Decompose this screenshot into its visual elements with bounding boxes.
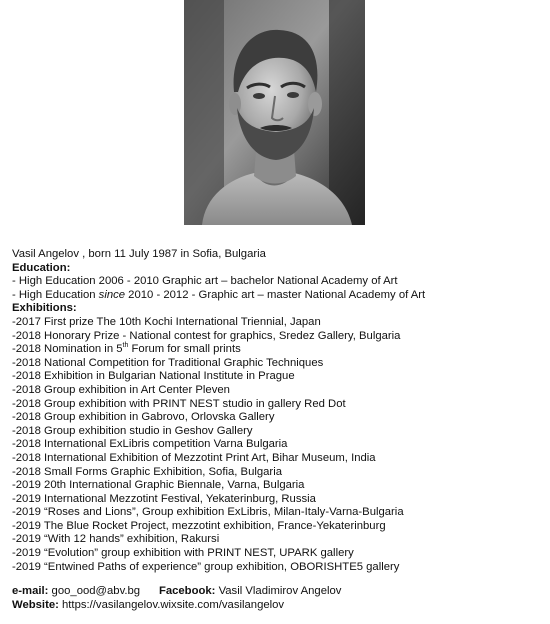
exhibition-item: -2019 The Blue Rocket Project, mezzotint exhibition, France-Yekaterinburg: [12, 519, 386, 532]
education-heading: Education:: [12, 261, 71, 274]
exhibition-item: -2019 “With 12 hands” exhibition, Rakursi: [12, 533, 220, 546]
education-item: [12, 275, 542, 289]
exhibition-item: -2019 “Roses and Lions”, Group exhibition ExLibris, Milan-Italy-Varna-Bulgaria: [12, 506, 404, 519]
exhibition-item-text: Forum for small prints: [128, 343, 241, 356]
exhibition-item: -2018 Small Forms Graphic Exhibition, Sofia, Bulgaria: [12, 465, 282, 478]
exhibition-item: -2018 National Competition for Traditional Graphic Techniques: [12, 356, 324, 369]
bio-text-block: [12, 248, 542, 612]
education-item-text: 2010 - 2012 - Graphic art – master National Academy of Art: [125, 288, 426, 301]
exhibition-item-nomination: [12, 343, 542, 357]
education-item: [12, 289, 542, 303]
exhibition-item: -2019 International Mezzotint Festival, Yekaterinburg, Russia: [12, 492, 316, 505]
exhibition-item: -2018 Honorary Prize - National contest for graphics, Sredez Gallery, Bulgaria: [12, 329, 401, 342]
exhibition-item: -2018 Group exhibition studio in Geshov Gallery: [12, 424, 253, 437]
exhibitions-heading: Exhibitions:: [12, 302, 77, 315]
exhibition-item: -2018 International Exhibition of Mezzotint Print Art, Bihar Museum, India: [12, 451, 376, 464]
exhibition-item: -2018 Group exhibition in Gabrovo, Orlovska Gallery: [12, 411, 275, 424]
exhibition-item: -2017 First prize The 10th Kochi International Triennial, Japan: [12, 315, 321, 328]
exhibition-item: -2019 20th International Graphic Biennale, Varna, Bulgaria: [12, 479, 305, 492]
portrait-photo: [184, 0, 365, 225]
spacer: [12, 574, 542, 585]
education-item-italic: since: [98, 288, 126, 301]
website-line: [12, 599, 542, 613]
intro-line: Vasil Angelov , born 11 July 1987 in Sofia, Bulgaria: [12, 248, 266, 260]
email-label: e-mail:: [12, 585, 49, 598]
exhibition-item: -2019 “Evolution” group exhibition with PRINT NEST, UPARK gallery: [12, 547, 354, 560]
ordinal-superscript: th: [122, 342, 129, 350]
website-label: Website:: [12, 598, 59, 611]
exhibition-item: -2018 International ExLibris competition Varna Bulgaria: [12, 438, 288, 451]
email-value[interactable]: goo_ood@abv.bg: [48, 585, 141, 598]
website-link[interactable]: https://vasilangelov.wixsite.com/vasilangelov: [58, 598, 285, 611]
contact-line: [12, 585, 542, 599]
education-item-text: - High Education 2006 - 2010 Graphic art – bachelor National Academy of Art: [12, 275, 398, 288]
education-item-text: - High Education: [12, 288, 99, 301]
exhibition-item: -2019 “Entwined Paths of experience” group exhibition, OBORISHTE5 gallery: [12, 560, 400, 573]
exhibition-item: -2018 Group exhibition with PRINT NEST studio in gallery Red Dot: [12, 397, 346, 410]
exhibition-item: -2018 Exhibition in Bulgarian National Institute in Prague: [12, 370, 295, 383]
exhibition-item-text: -2018 Nomination in 5: [12, 343, 123, 356]
facebook-label: Facebook:: [158, 585, 216, 598]
exhibition-item: -2018 Group exhibition in Art Center Pleven: [12, 383, 230, 396]
facebook-value[interactable]: Vasil Vladimirov Angelov: [215, 585, 342, 598]
